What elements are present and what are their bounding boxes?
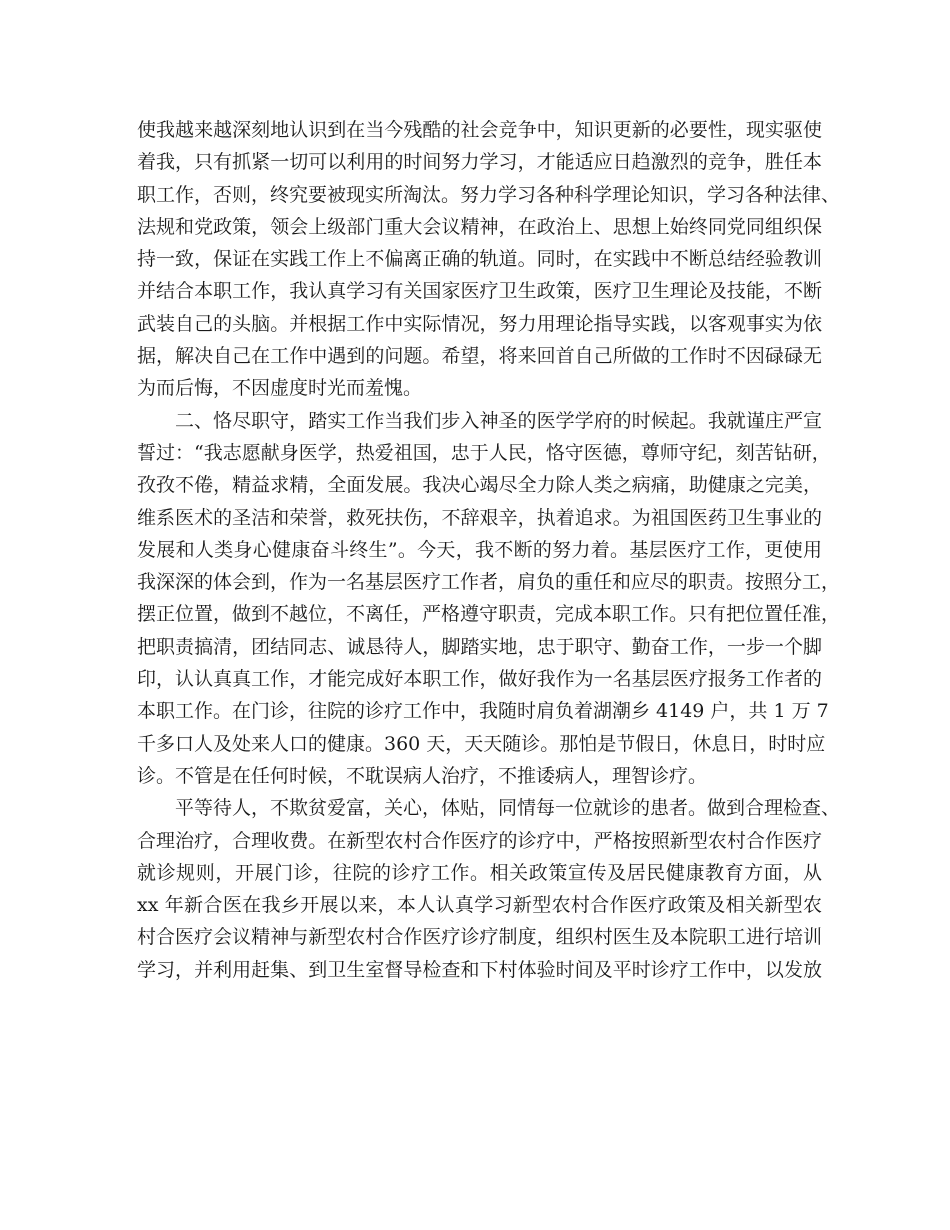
text-line: 学习，并利用赶集、到卫生室督导检查和下村体验时间及平时诊疗工作中，以发放 (137, 958, 822, 981)
paragraph-3 (137, 792, 841, 986)
document-body (137, 114, 841, 986)
text-line: 为而后悔，不因虚度时光而羞愧。 (137, 377, 423, 400)
text-line: 并结合本职工作，我认真学习有关国家医疗卫生政策，医疗卫生理论及技能，不断 (137, 280, 822, 303)
paragraph-2 (137, 405, 841, 793)
text-line: 合理治疗，合理收费。在新型农村合作医疗的诊疗中，严格按照新型农村合作医疗 (137, 829, 822, 852)
text-line: 摆正位置，做到不越位，不离任，严格遵守职责，完成本职工作。只有把位置任准， (137, 603, 841, 626)
text-line: 就诊规则，开展门诊，往院的诊疗工作。相关政策宣传及居民健康教育方面，从 (137, 861, 822, 884)
text-line: 我深深的体会到，作为一名基层医疗工作者，肩负的重任和应尽的职责。按照分工， (137, 571, 841, 594)
text-line: 二、恪尽职守，踏实工作当我们步入神圣的医学学府的时候起。我就谨庄严宣 (175, 409, 822, 432)
text-line: 平等待人，不欺贫爱富，关心，体贴，同情每一位就诊的患者。做到合理检查、 (175, 797, 841, 820)
paragraph-1 (137, 114, 841, 405)
text-line: 职工作，否则，终究要被现实所淘汰。努力学习各种科学理论知识，学习各种法律、 (137, 183, 841, 206)
text-line: 使我越来越深刻地认识到在当今残酷的社会竞争中，知识更新的必要性，现实驱使 (137, 119, 822, 141)
text-line: 本职工作。在门诊，往院的诊疗工作中，我随时肩负着湖潮乡 4149 户，共 1 万 7 (137, 700, 829, 723)
text-line: 诊。不管是在任何时候，不耽误病人治疗，不推诿病人，理智诊疗。 (137, 764, 708, 787)
text-line: 把职责搞清，团结同志、诚恳待人，脚踏实地，忠于职守、勤奋工作，一步一个脚 (137, 635, 822, 658)
text-line: 发展和人类身心健康奋斗终生”。今天，我不断的努力着。基层医疗工作，更使用 (137, 538, 822, 561)
text-line: 法规和党政策，领会上级部门重大会议精神，在政治上、思想上始终同党同组织保 (137, 215, 822, 238)
text-line: 千多口人及处来人口的健康。360 天，天天随诊。那怕是节假日，休息日，时时应 (137, 732, 826, 755)
text-line: 着我，只有抓紧一切可以利用的时间努力学习，才能适应日趋激烈的竞争，胜任本 (137, 151, 822, 174)
text-line: 武装自己的头脑。并根据工作中实际情况，努力用理论指导实践，以客观事实为依 (137, 312, 822, 335)
text-line: 印，认认真真工作，才能完成好本职工作，做好我作为一名基层医疗报务工作者的 (137, 668, 822, 691)
text-line: 持一致，保证在实践工作上不偏离正确的轨道。同时，在实践中不断总结经验教训 (137, 248, 822, 271)
text-line: 誓过：“我志愿献身医学，热爱祖国，忠于人民，恪守医德，尊师守纪，刻苦钻研， (137, 441, 831, 464)
text-line: 村合医疗会议精神与新型农村合作医疗诊疗制度，组织村医生及本院职工进行培训 (137, 926, 822, 949)
text-line: 据，解决自己在工作中遇到的问题。希望，将来回首自己所做的工作时不因碌碌无 (137, 345, 822, 368)
text-line: 孜孜不倦，精益求精，全面发展。我决心竭尽全力除人类之病痛，助健康之完美， (137, 474, 822, 497)
text-line: 维系医术的圣洁和荣誉，救死扶伤，不辞艰辛，执着追求。为祖国医药卫生事业的 (137, 506, 822, 529)
text-line: xx 年新合医在我乡开展以来，本人认真学习新型农村合作医疗政策及相关新型农 (137, 894, 822, 917)
